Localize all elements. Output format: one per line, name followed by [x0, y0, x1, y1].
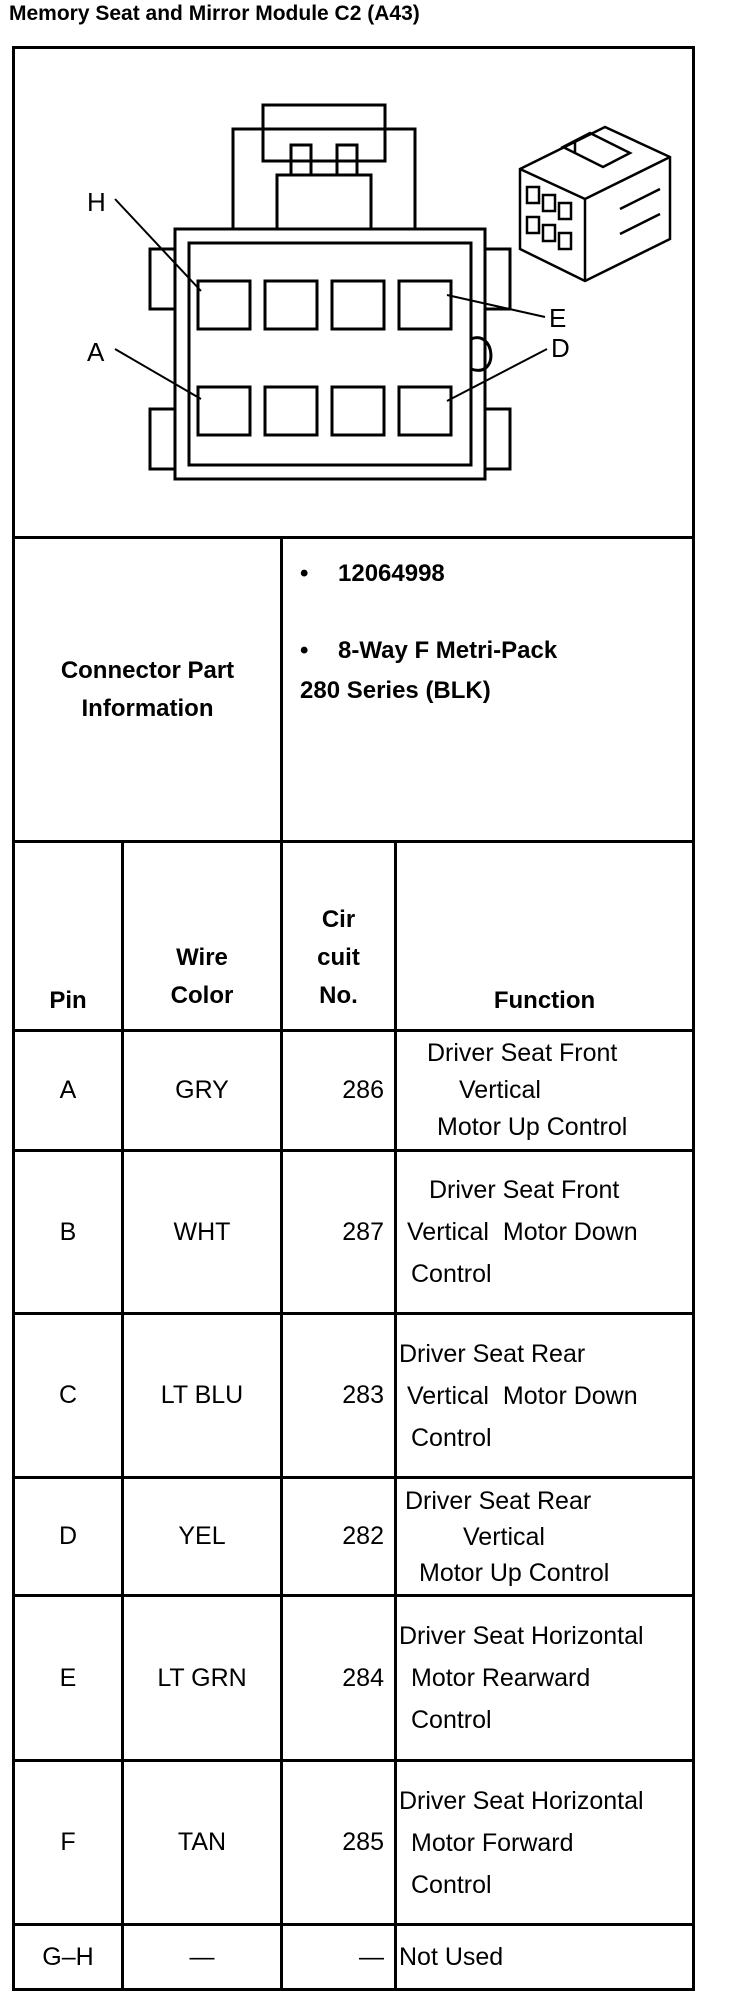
- pin-cavity: [332, 387, 384, 435]
- connector-info-label: Connector Part Information: [60, 656, 235, 722]
- pin-cavity-d: [399, 387, 451, 435]
- pin-cavity-e: [399, 281, 451, 329]
- pin-label-a: A: [87, 337, 105, 367]
- connector-body: [175, 229, 485, 479]
- table-row-circuit: 283: [342, 1381, 384, 1409]
- table-row-function: Driver Seat Rear Vertical Motor Up Control: [405, 1486, 610, 1587]
- key-notch: [471, 338, 491, 371]
- table-row-pin: A: [59, 1076, 77, 1104]
- table-row-wire: TAN: [177, 1828, 227, 1856]
- table-row-circuit: 285: [342, 1828, 384, 1856]
- table-row-pin: D: [58, 1522, 78, 1550]
- leader-line-d: [447, 349, 547, 401]
- table-row-pin: B: [59, 1217, 77, 1246]
- pin-cavity-a: [198, 387, 250, 435]
- side-rail-left: [150, 409, 175, 469]
- table-row-wire: LT GRN: [157, 1663, 247, 1692]
- side-rail-right: [485, 249, 510, 309]
- table-row-wire: YEL: [178, 1522, 226, 1550]
- table-row-pin: E: [59, 1663, 77, 1692]
- pin-cavity: [265, 281, 317, 329]
- table-row-function: Not Used: [399, 1942, 504, 1971]
- table-row-wire: —: [189, 1942, 215, 1971]
- table-row-circuit: —: [359, 1942, 384, 1971]
- table-row-circuit: 286: [342, 1076, 384, 1104]
- header-function: Function: [493, 987, 596, 1014]
- table-row-pin: G–H: [42, 1942, 94, 1971]
- header-wire-color: Wire Color: [170, 944, 234, 1009]
- table-row-wire: WHT: [173, 1217, 231, 1246]
- bullet: •: [300, 560, 309, 587]
- part-number: 12064998: [338, 560, 445, 587]
- table-row-function: Driver Seat Horizontal Motor Rearward Control: [399, 1622, 644, 1734]
- header-pin: Pin: [49, 987, 87, 1014]
- latch-outer: [233, 129, 415, 229]
- header-circuit-no: Cir cuit No.: [317, 906, 360, 1009]
- latch-tab: [277, 175, 371, 229]
- table-row-circuit: 287: [342, 1217, 384, 1246]
- page-title: Memory Seat and Mirror Module C2 (A43): [9, 2, 420, 25]
- connector-type-line2: 280 Series (BLK): [300, 677, 491, 704]
- connector-inner: [189, 243, 471, 465]
- leader-line-e: [447, 295, 545, 317]
- table-row-function: Driver Seat Front Vertical Motor Up Control: [427, 1039, 628, 1141]
- pin-label-d: D: [551, 333, 570, 363]
- connector-type-line1: 8-Way F Metri-Pack: [338, 637, 558, 664]
- connector-diagram: [15, 49, 692, 538]
- pin-label-h: H: [87, 187, 106, 217]
- bullet: •: [300, 637, 309, 664]
- latch-inner: [263, 105, 385, 161]
- table-row-wire: GRY: [175, 1076, 229, 1104]
- table-row-circuit: 282: [342, 1522, 384, 1550]
- pin-label-e: E: [549, 303, 567, 333]
- side-rail-right: [485, 409, 510, 469]
- table-row-function: Driver Seat Horizontal Motor Forward Control: [399, 1786, 644, 1899]
- table-row-circuit: 284: [342, 1663, 384, 1692]
- table-row-wire: LT BLU: [160, 1381, 244, 1409]
- table-row-pin: C: [58, 1381, 78, 1409]
- pin-cavity: [332, 281, 384, 329]
- table-row-pin: F: [60, 1828, 76, 1856]
- pin-cavity-h: [198, 281, 250, 329]
- pin-cavity: [265, 387, 317, 435]
- connector-iso-view: [520, 127, 670, 281]
- table-row-function: Driver Seat Front Vertical Motor Down Control: [407, 1176, 638, 1288]
- table-row-function: Driver Seat Rear Vertical Motor Down Control: [399, 1339, 638, 1452]
